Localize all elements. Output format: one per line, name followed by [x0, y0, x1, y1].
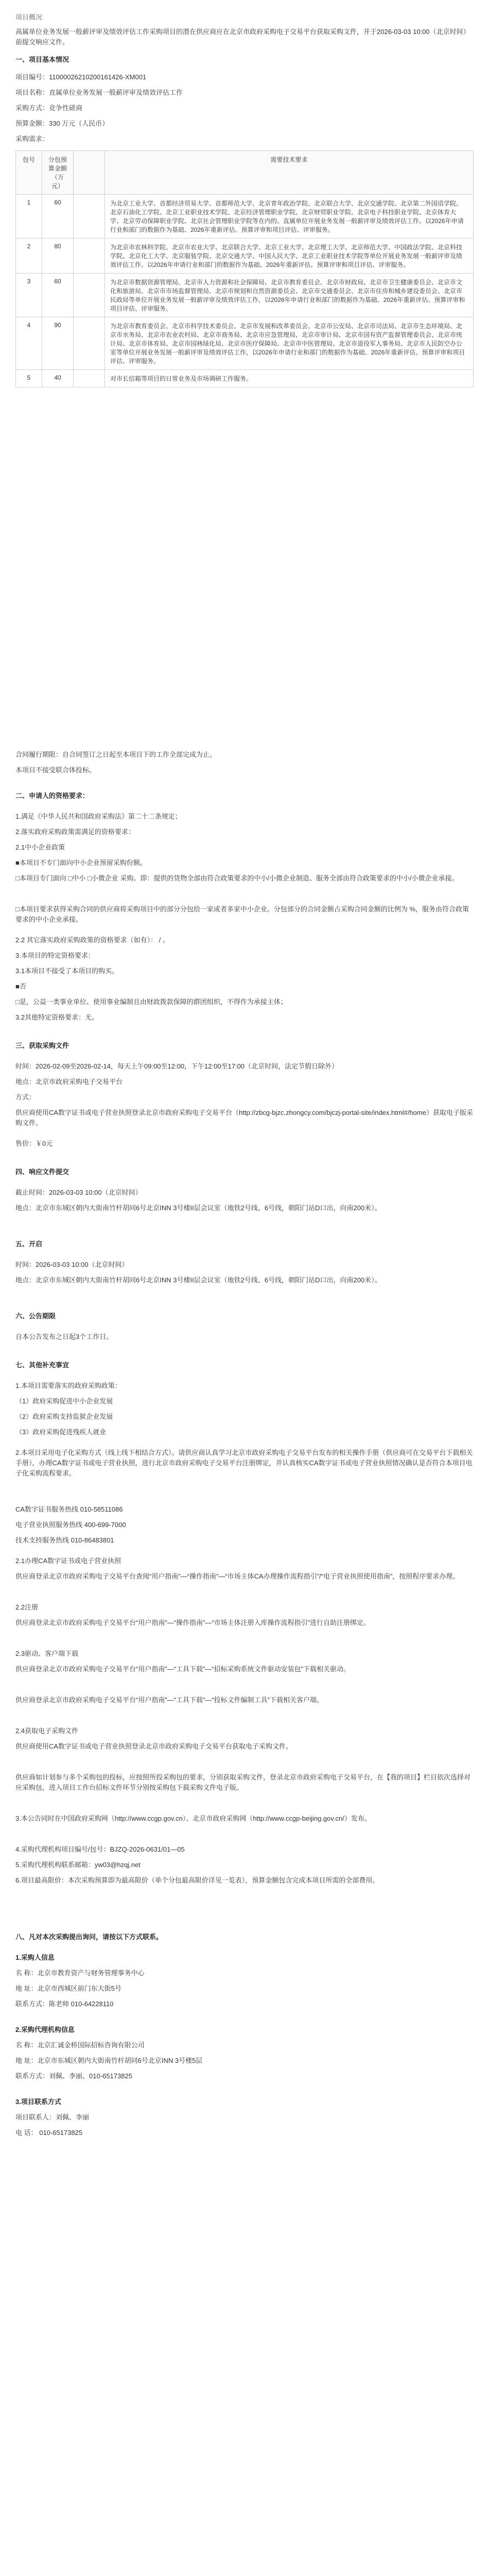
- project-name: 项目名称：直属单位业务发展一般薪评审及绩效评估工作: [15, 89, 183, 96]
- table-row: [16, 274, 474, 317]
- row-spacer: [74, 195, 105, 239]
- procurement-method: 采购方式：竞争性磋商: [15, 104, 83, 112]
- sec3-line: 时间：2026-02-09至2026-02-14，每天上午09:00至12:00，下午12:00至17:00（北京时间，法定节假日除外）: [15, 1062, 339, 1070]
- sec7-line: 技术支持服务热线 010-86483801: [15, 1536, 114, 1544]
- row-package-no: 4: [16, 317, 42, 370]
- sec7-line: 1.本项目需要落实的政府采购政策：: [15, 1382, 121, 1389]
- sec2-line: □本项目要求获得采购合同的供应商将采购项目中的部分分包给一家或者多家中小企业。分包部分的合同金额占采购合同金额的比例为 %，服务由符合政策要求的中小企业承接。: [15, 905, 469, 923]
- section-4-title: 四、响应文件提交: [15, 1168, 69, 1176]
- project-contact-line: 电 话： 010-65173825: [15, 2129, 83, 2137]
- row-package-no: 3: [16, 274, 42, 317]
- table-row: [16, 195, 474, 239]
- project-contact-title: 3.项目联系方式: [15, 2098, 61, 2106]
- sec7-line: 供应商登录北京市政府采购电子交易平台“用户指南”—“操作指南”—“市场主体注册入库操作流程指引”进行自助注册绑定。: [15, 1619, 370, 1626]
- project-contact-line: 项目联系人：刘佩、李丽: [15, 2113, 90, 2121]
- row-amount: 60: [42, 274, 74, 317]
- budget-amount: 预算金额：330 万元（人民币）: [15, 120, 109, 127]
- row-description: 为北京市教育委员会、北京市科学技术委员会、北京市发展和改革委员会、北京市公安局、北京市司法局、北京市生态环境局、北京市水务局、北京市农业农村局、北京市商务局、北京市应急管理局、北京市审计局、北京市国有资产监督管理委员会、北京市统计局、北京市体育局、北京市园林绿化局、北京市医疗保障局、北京市中医管理局、北京市退役军人事务局、北京市人民防空办公室等单位开展业务发展一般薪评审及绩效评估工作，以2026年申请行业和部门的数据作为基础、2026年重新评估。预算评审和项目评估、评审服务。: [105, 317, 474, 370]
- header-amount: 分包预算金额（万元）: [42, 151, 74, 195]
- row-amount: 60: [42, 195, 74, 239]
- purchaser-line: 联系方式：陈老师 010-64228110: [15, 2000, 114, 2008]
- sec2-line: 1.满足《中华人民共和国政府采购法》第二十二条规定；: [15, 812, 182, 820]
- no-consortium: 本项目不接受联合体投标。: [15, 766, 96, 774]
- sec7-line: CA数字证书服务热线 010-58511086: [15, 1505, 123, 1513]
- sec3-line: 地点：北京市政府采购电子交易平台: [15, 1078, 123, 1086]
- header-blank: [74, 151, 105, 195]
- procurement-need-title: 采购需求：: [15, 135, 49, 143]
- sec7-line: 供应商登录北京市政府采购电子交易平台“用户指南”—“工具下载”—“招标采购系统文件驱动安装包”下载相关驱动。: [15, 1665, 350, 1673]
- sec7-line: 3.本公告同时在中国政府采购网（http://www.ccgp.gov.cn）、北京市政府采购网（http://www.ccgp-beijing.gov.cn/）发布。: [15, 1815, 371, 1822]
- sec3-line: 方式：: [15, 1093, 36, 1101]
- sec7-line: 6.项目最高限价：本次采购预算即为最高限价（单个分包最高限价详见一览表），预算金额包含完成本项目所需的全部费用。: [15, 1876, 379, 1884]
- sec7-line: 4.采购代理机构项目编号/包号：BJZQ-2026-0631/01—05: [15, 1845, 185, 1853]
- sec7-line: 供应商登录北京市政府采购电子交易平台查阅“用户指南”—“操作指南”—“市场主体CA办理操作流程指引”/“电子营业执照使用指南”，按照程序要求办理。: [15, 1572, 460, 1580]
- table-row: [16, 370, 474, 387]
- top-line-2: 高属单位业务发展一般薪评审及绩效评估工作采购项目的潜在供应商应在北京市政府采购电子交易平台获取采购文件，并于2026-03-03 10:00（北京时间）前提交响应文件。: [15, 28, 470, 46]
- row-amount: 90: [42, 317, 74, 370]
- section-6-title: 六、公告期限: [15, 1312, 56, 1320]
- project-number: 项目编号：11000026210200161426-XM001: [15, 73, 147, 81]
- sec7-line: 供应商使用CA数字证书或电子营业执照登录北京市政府采购电子交易平台获取电子采购文件。: [15, 1742, 293, 1750]
- agency-line: 名 称：北京汇诚金桥国际招标咨询有限公司: [15, 2041, 145, 2049]
- row-description: 为北京工业大学、首都经济贸易大学、首都师范大学、北京青年政治学院、北京联合大学、北京交通学院、北京第二外国语学院、北京石油化工学院、北京工业职业技术学院、北京经济管理职业学院、北京财贸职业学院、北京电子科技职业学院、北京体育大学、北京劳动保障职业学院、北京社会管理职业学院等在内的、直属单位开展业务发展一般薪评审及绩效评估工作。以2026年申请行业和部门的数据作为基础、2026年重新评估。预算评审和项目评估、评审服务。: [105, 195, 474, 239]
- sec2-line: 3.本项目的特定资格要求：: [15, 952, 95, 959]
- sec2-line: ■本项目不专门面向中小企业预留采购份额。: [15, 859, 147, 867]
- sec6-line: 自本公告发布之日起3个工作日。: [15, 1333, 113, 1341]
- header-requirements: 需要技术要求: [105, 151, 474, 195]
- agency-info-title: 2.采购代理机构信息: [15, 2026, 75, 2033]
- section-5-title: 五、开启: [15, 1240, 43, 1248]
- row-spacer: [74, 370, 105, 387]
- sec2-line: 3.2其他特定资格要求：无。: [15, 1013, 99, 1021]
- row-description: 对市长信箱等项目的日常业务及市场调研工作服务。: [105, 370, 474, 387]
- row-amount: 80: [42, 239, 74, 274]
- sec2-line: □本项目专门面向 □中小 □小微企业 采购。即：提供的货物全部由符合政策要求的中小/小微企业制造、服务全部由符合政策要求的中小/小微企业承接。: [15, 874, 459, 882]
- row-amount: 40: [42, 370, 74, 387]
- sec4-line: 截止时间：2026-03-03 10:00（北京时间）: [15, 1189, 142, 1196]
- sec7-line: 供应商如计划参与多个采购包的投标，应按照所投采购包的要求，分别获取采购文件，登录北京市政府采购电子交易平台，在【我的项目】栏目依次选择对应采购包，进入项目工作台招标文件环节分别按采购包下载采购文件电子版。: [15, 1773, 471, 1791]
- row-description: 为北京市数据资源管理局、北京市人力资源和社会保障局、北京市教育委员会、北京市财政局、北京市卫生健康委员会、北京市文化和旅游局、北京市市场监督管理局、北京市规划和自然资源委员会、北京市交通委员会、北京市住房和城乡建设委员会、北京市民政局等单位开展业务发展一般薪评审及绩效评估工作，以2026年申请行业和部门的数据作为基础、2026年重新评估。预算评审和项目评估、评审服务。: [105, 274, 474, 317]
- purchaser-line: 名 称：北京市教育资产与财务管理事务中心: [15, 1969, 145, 1977]
- sec7-line: （3）政府采购促进残疾人就业: [15, 1428, 107, 1436]
- sec7-line: 电子营业执照服务热线 400-699-7000: [15, 1521, 126, 1529]
- purchaser-line: 地 址：北京市西城区前门东大街5号: [15, 1985, 121, 1992]
- sec7-line: 供应商登录北京市政府采购电子交易平台“用户指南”—“工具下载”—“投标文件编制工具”下载相关客户端。: [15, 1696, 323, 1704]
- table-row: [16, 317, 474, 370]
- contract-term: 合同履行期限：自合同签订之日起至本项目下的工作全部完成为止。: [15, 751, 217, 758]
- sec2-line: 2.落实政府采购政策需满足的资格要求：: [15, 828, 135, 836]
- row-spacer: [74, 274, 105, 317]
- sec5-line: 地点：北京市东城区朝内大街南竹杆胡同6号北京INN 3号楼II层会议室（地铁2号线、6号线，朝阳门站D口出，向南200米）。: [15, 1276, 381, 1284]
- row-description: 为北京市农林科学院、北京市农业大学、北京联合大学、北京工业大学、北京理工大学、北京师范大学、中国政法学院、北京科技学院、北京化工大学、北京服装学院、北京交通大学、中国人民大学、北京工业职业技术学院等单位开展业务发展一般薪评审及绩效评估工作。以2026年申请行业和部门的数据作为基础、2026年重新评估。预算评审和项目评估、评审服务。: [105, 239, 474, 274]
- sec3-line: 供应商使用CA数字证书或电子营业执照登录北京市政府采购电子交易平台（http://zbcg-bjzc.zhongcy.com/bjczj-portal-site/index.html#/home）获取电子版采购文件。: [15, 1109, 473, 1127]
- sec4-line: 地点：北京市东城区朝内大街南竹杆胡同6号北京INN 3号楼II层会议室（地铁2号线、6号线，朝阳门站D口出，向南200米）。: [15, 1204, 381, 1212]
- sec2-line: 2.2 其它落实政府采购政策的资格要求（如有）： / 。: [15, 936, 170, 944]
- top-line-1: 项目概况: [15, 13, 43, 21]
- sec5-line: 时间：2026-03-03 10:00（北京时间）: [15, 1261, 129, 1268]
- agency-line: 地 址：北京市东城区朝内大街南竹杆胡同6号北京INN 3号楼5层: [15, 2057, 203, 2064]
- sec7-line: 2.本项目采用电子化采购方式（线上线下相结合方式）。请供应商认真学习北京市政府采购电子交易平台发布的相关操作手册（供应商可在交易平台下载相关手册），办理CA数字证书或电子营业执照，进行北京市政府采购电子交易平台注册绑定，并认真核实CA数字证书或电子营业执照情况确认是否符合本项目电子化采购流程要求。: [15, 1449, 473, 1477]
- row-package-no: 1: [16, 195, 42, 239]
- section-3-title: 三、获取采购文件: [15, 1042, 69, 1049]
- sec7-line: （1）政府采购促进中小企业发展: [15, 1397, 113, 1405]
- table-row: [16, 239, 474, 274]
- sec7-line: （2）政府采购支持监狱企业发展: [15, 1413, 113, 1420]
- row-spacer: [74, 317, 105, 370]
- sec2-line: ■否: [15, 982, 26, 990]
- requirements-table: [15, 150, 474, 387]
- sec7-line: 2.1办理CA数字证书或电子营业执照: [15, 1557, 121, 1565]
- table-header-row: [16, 151, 474, 195]
- row-package-no: 5: [16, 370, 42, 387]
- row-spacer: [74, 239, 105, 274]
- section-2-title: 二、申请人的资格要求：: [15, 792, 90, 800]
- sec3-line: 售价：￥0元: [15, 1140, 53, 1147]
- purchaser-info-title: 1.采购人信息: [15, 1954, 55, 1961]
- section-7-title: 七、其他补充事宜: [15, 1361, 69, 1369]
- sec7-line: 5.采购代理机构联系邮箱：yw03@hzqj.net: [15, 1861, 141, 1869]
- sec7-line: 2.2注册: [15, 1603, 39, 1611]
- header-package-no: 包号: [16, 151, 42, 195]
- sec2-line: 2.1中小企业政策: [15, 843, 65, 851]
- section-8-title: 八、凡对本次采购提出询问，请按以下方式联系。: [15, 1933, 163, 1941]
- agency-line: 联系方式：刘佩、李丽、010-65173825: [15, 2072, 132, 2080]
- sec7-line: 2.3驱动、客户端下载: [15, 1650, 79, 1657]
- section-1-title: 一、项目基本情况: [15, 56, 69, 63]
- row-package-no: 2: [16, 239, 42, 274]
- sec2-line: 3.1本项目不接受了本项目的购买。: [15, 967, 119, 975]
- sec7-line: 2.4获取电子采购文件: [15, 1727, 79, 1735]
- sec2-line: □是，公益一类事业单位、使用事业编制且由财政拨款保障的群团组织，不得作为承接主体；: [15, 998, 287, 1006]
